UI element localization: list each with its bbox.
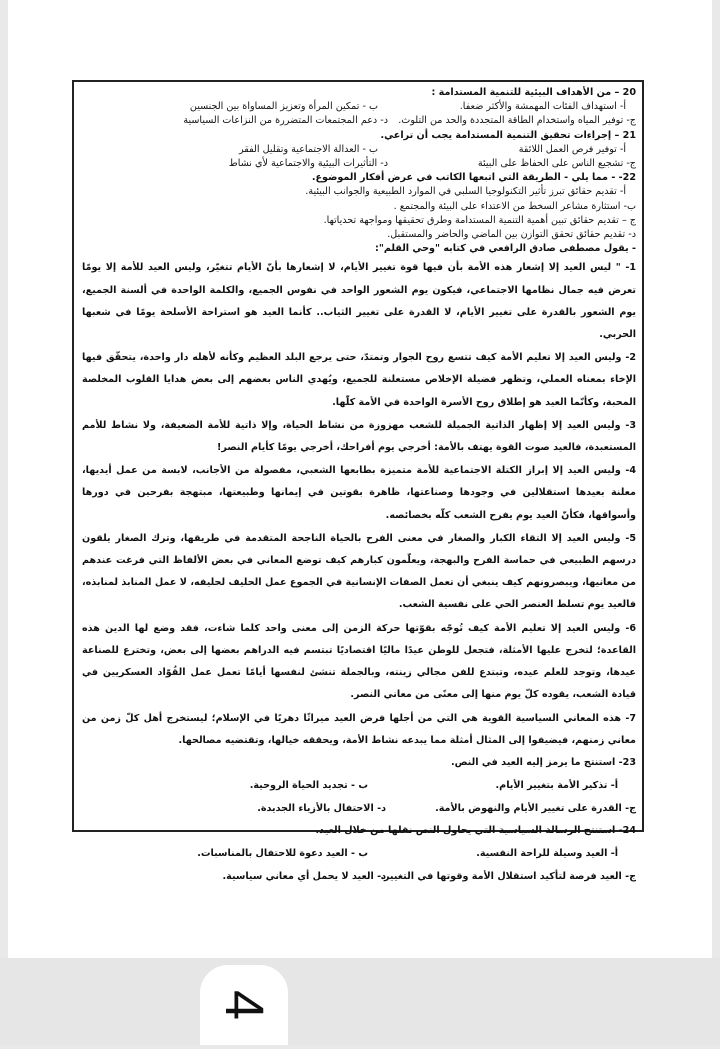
question-21-options-row-1	[82, 143, 636, 157]
question-20-stem: 20 – من الأهداف البيئية للتنمية المستدامة :	[431, 87, 636, 98]
options-row-1	[82, 842, 636, 865]
option-a: أ- توفير فرص العمل اللائقة	[518, 143, 626, 155]
passage-paragraph-4: 4- وليس العيد إلا إبراز الكتلة الاجتماعية للأمة متميزة بطابعها الشعبي، مفصولة من الأجانب، لابسة من عمل أيديها، معلنة بعيدها استقلالين في وجودها وصناعتها، ظاهرة بقوتين في إيمانها وطبيعتها، مبتهجة بفرحين في دورها وأسواقها، فكأنّ العيد يوم يفرح الشعب كلّه بخصائصه.	[82, 465, 636, 521]
option-b: ب - تجديد الحياة الروحية.	[249, 779, 368, 791]
option-c: ج- توفير المياه واستخدام الطاقة المتجددة والحد من التلوث.	[398, 115, 636, 127]
options-row-2	[82, 797, 636, 820]
passage-paragraph-7: 7- هذه المعاني السياسية القوية هي التي من أجلها فرض العيد ميراثًا دهريًا في الإسلام؛ ليستخرج أهل كلّ زمن من معاني زمنهم، فيضيفوا إلى المثال أمثلة مما يبدعه نشاط الأمة، ويحققه خيالها، وتقتضيه مصالحها.	[82, 712, 636, 746]
passage-paragraph-3: 3- وليس العيد إلا إظهار الذاتية الجميلة للشعب مهزوزة من نشاط الحياة، وإلا ذاتية للأمة الضعيفة، ولا نشاط للأمم المستعبدة، فالعيد صوت القوة يهتف بالأمة: أخرجي يوم أفراحك، أخرجي يومًا كأيام النصر!	[82, 419, 636, 454]
option-a: أ- استهداف الفئات المهمشة والأكثر ضعفا.	[459, 101, 626, 113]
option-b: ب - العيد دعوة للاحتفال بالمناسبات.	[197, 847, 368, 859]
option-c: ج- القدرة على تغيير الأيام والنهوض بالأمة.	[435, 802, 636, 814]
option-b: ب - العدالة الاجتماعية وتقليل الفقر	[238, 143, 378, 155]
option-b: ب- استثارة مشاعر السخط من الاعتداء على البيئة والمجتمع .	[393, 200, 636, 212]
question-24-stem: 24- استنتج الرسالة السياسية التي يحاول النص نقلها من خلال العيد.	[315, 824, 636, 836]
passage-paragraph-2: 2- وليس العيد إلا تعليم الأمة كيف تتسع روح الجوار وتمتدّ، حتى يرجع البلد العظيم وكأنه لأهله دار واحدة، يتحقّق فيها الإخاء بمعناه العملي، وتظهر فضيلة الإخلاص مستعلنة للجميع، ويُهدي الناس بعضهم إلى بعض هدايا القلوب المخلصة المحبة، وكأنّما العيد هو إطلاق روح الأسرة الواحدة في الأمة كلّها.	[82, 352, 636, 408]
option-c: ج- تشجيع الناس على الحفاظ على البيئة	[477, 158, 636, 170]
option-a: أ- العيد وسيلة للراحة النفسية.	[476, 847, 618, 859]
question-20-options-row-2	[82, 114, 636, 128]
options-row-1	[82, 774, 636, 797]
question-20-options-row-1	[82, 100, 636, 114]
question-21-options-row-2	[82, 157, 636, 171]
option-d: د- دعم المجتمعات المتضررة من النزاعات السياسية	[183, 115, 388, 127]
question-22-stem: 22- - مما يلي - الطريقة التي اتبعها الكاتب في عرض أفكار الموضوع.	[311, 172, 636, 184]
passage-paragraph-5: 5- وليس العيد إلا التقاء الكبار والصغار في معنى الفرح بالحياة الناجحة المتقدمة في طريقها، وترك الصغار يلقون درسهم الطبيعي في حماسة الفرح والبهجة، ويعلّمون كبارهم كيف توضع المعاني في بعض الألفاظ التي فرغت عندهم من معانيها، ويبصرونهم كيف ينبغي أن تعمل الصفات الإنسانية في الجموع عمل الحليف لحليفه، لا عمل المنابذ لمنابذه، فالعيد يوم تسلط العنصر الحي على نفسية الشعب.	[82, 532, 636, 611]
option-d: د- العيد لا يحمل أي معاني سياسية.	[222, 870, 386, 882]
exam-frame	[72, 80, 644, 882]
question-23-options	[82, 774, 636, 820]
option-d: د- الاحتفال بالأزياء الجديدة.	[257, 802, 386, 814]
option-b: ب - تمكين المرأة وتعزيز المساواة بين الجنسين	[189, 101, 378, 113]
question-24-options	[82, 842, 636, 888]
option-c: ج- العيد فرصة لتأكيد استقلال الأمة وقوتها في التغيير.	[380, 870, 636, 882]
passage-intro: - يقول مصطفى صادق الرافعي في كتابه "وحي القلم":	[375, 243, 636, 255]
question-21-stem: 21 – إجراءات تحقيق التنمية المستدامة يجب أن تراعي.	[380, 129, 636, 141]
option-a: أ- تقديم حقائق تبرز تأثير التكنولوجيا السلبي في الموارد الطبيعية والجوانب البيئية.	[305, 186, 626, 198]
option-d: د- تقديم حقائق تحقق التوازن بين الماضي والحاضر والمستقبل.	[387, 229, 636, 241]
page-number: 4	[214, 989, 274, 1021]
question-23-stem: 23- استنتج ما يرمز إليه العيد في النص.	[450, 756, 636, 768]
option-a: أ- تذكير الأمة بتغيير الأيام.	[495, 779, 618, 791]
passage-paragraph-6: 6- وليس العيد إلا تعليم الأمة كيف تُوجّه بقوّتها حركة الزمن إلى معنى واحد كلما شاءت، فقد وضع لها الدين هذه القاعدة؛ لتخرج عليها الأمثلة، فتجعل للوطن عيدًا ماليًا اقتصاديًا تبتسم فيه الدراهم بعضها إلى بعض، وتخترع للصناعة عيدها، وتوجد للعلم عيده، وتبتدع للفن مجالي زينته، وبالجملة تنشئ لنفسها أيامًا تعمل عمل القُوّاد العسكريين في قيادة الشعب، يقوده كلّ يوم منها إلى معنًى من معاني النصر.	[82, 622, 636, 701]
options-row-2	[82, 865, 636, 888]
option-d: د- التأثيرات البيئية والاجتماعية لأي نشاط	[228, 158, 388, 170]
viewer-background	[0, 958, 720, 1045]
option-c: ج – تقديم حقائق تبين أهمية التنمية المستدامة وطرق تحقيقها ومواجهة تحدياتها.	[323, 214, 636, 226]
passage-paragraph-1: 1- " ليس العيد إلا إشعار هذه الأمة بأن فيها قوة تغيير الأيام، لا إشعارها بأنّ الأيام تتغيّر، وليس العيد للأمة إلا يومًا تعرض فيه جمال نظامها الاجتماعي، فيكون يوم الشعور الواحد في نفوس الجميع، والكلمة الواحدة في ألسنة الجميع، يوم الشعور بالقدرة على تغيير الأيام، لا القدرة على تغيير الثياب.. كأنما العيد هو استراحة الأسلحة يومًا في شعبها الحربي.	[82, 262, 636, 341]
